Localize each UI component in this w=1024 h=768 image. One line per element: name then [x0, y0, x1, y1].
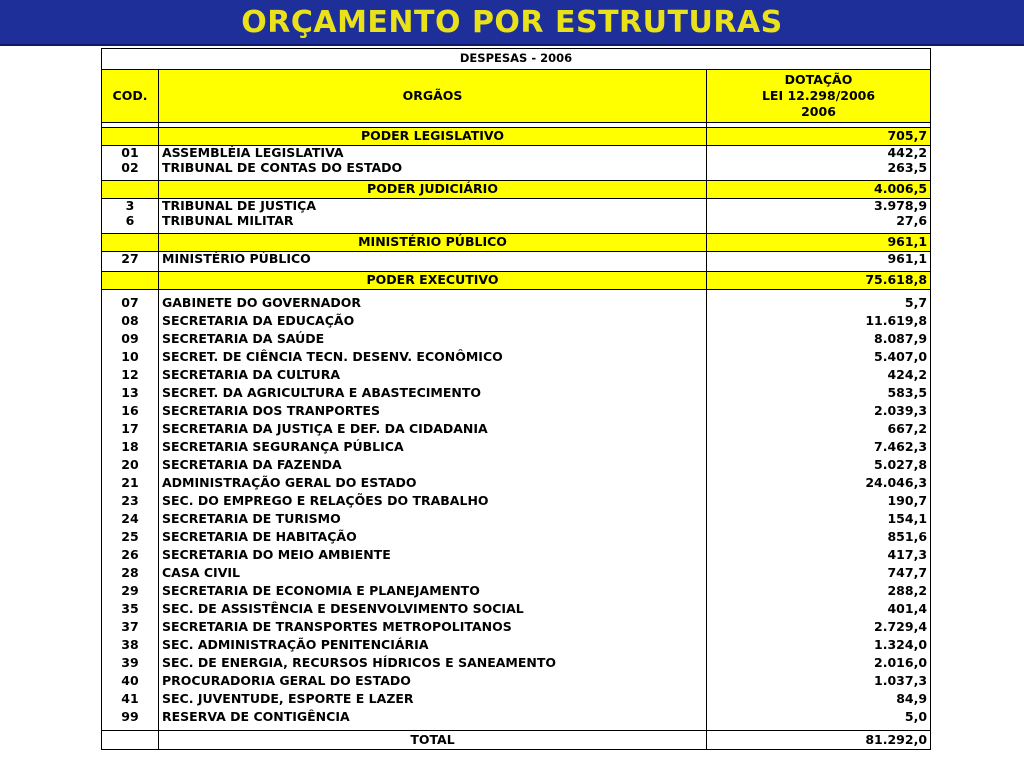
table-row: [102, 294, 931, 312]
table-row: [102, 330, 931, 348]
item-name: SECRETARIA DA SAÚDE: [159, 330, 707, 348]
group-row: [102, 181, 931, 199]
group-code-cell: [102, 272, 159, 290]
header-dotacao-line2: LEI 12.298/2006: [761, 88, 876, 103]
item-name: SECRET. DE CIÊNCIA TECN. DESENV. ECONÔMICO: [159, 348, 707, 366]
budget-sheet: [101, 48, 930, 750]
item-code: 12: [102, 366, 159, 384]
item-code: 41: [102, 690, 159, 708]
item-code: 01: [102, 146, 159, 162]
budget-table: [101, 48, 931, 750]
table-row: [102, 348, 931, 366]
item-value: 417,3: [707, 546, 931, 564]
caption-row: [102, 49, 931, 70]
item-name: SEC. DE ENERGIA, RECURSOS HÍDRICOS E SANEAMENTO: [159, 654, 707, 672]
table-row: [102, 546, 931, 564]
item-code: 17: [102, 420, 159, 438]
table-row: [102, 199, 931, 215]
header-orgaos: ORGÃOS: [159, 70, 707, 123]
item-value: 401,4: [707, 600, 931, 618]
item-name: TRIBUNAL MILITAR: [159, 214, 707, 229]
item-name: GABINETE DO GOVERNADOR: [159, 294, 707, 312]
total-code-cell: [102, 731, 159, 750]
item-code: 26: [102, 546, 159, 564]
item-code: 99: [102, 708, 159, 726]
item-name: MINISTÉRIO PÚBLICO: [159, 252, 707, 268]
total-value: 81.292,0: [707, 731, 931, 750]
item-code: 02: [102, 161, 159, 176]
item-value: 747,7: [707, 564, 931, 582]
item-code: 20: [102, 456, 159, 474]
page-title: ORÇAMENTO POR ESTRUTURAS: [241, 4, 783, 40]
item-value: 442,2: [707, 146, 931, 162]
total-row: [102, 731, 931, 750]
item-value: 11.619,8: [707, 312, 931, 330]
item-code: 18: [102, 438, 159, 456]
item-value: 24.046,3: [707, 474, 931, 492]
item-name: SECRETARIA DA EDUCAÇÃO: [159, 312, 707, 330]
table-row: [102, 252, 931, 268]
header-dotacao-line1: DOTAÇÃO: [784, 72, 853, 87]
item-name: SECRETARIA SEGURANÇA PÚBLICA: [159, 438, 707, 456]
table-row: [102, 402, 931, 420]
item-value: 5,0: [707, 708, 931, 726]
group-total: 705,7: [707, 128, 931, 146]
group-name: MINISTÉRIO PÚBLICO: [159, 234, 707, 252]
table-row: [102, 438, 931, 456]
item-name: SEC. DO EMPREGO E RELAÇÕES DO TRABALHO: [159, 492, 707, 510]
group-row: [102, 128, 931, 146]
item-value: 5.407,0: [707, 348, 931, 366]
header-dotacao-line3: 2006: [801, 104, 836, 119]
item-value: 961,1: [707, 252, 931, 268]
item-name: ADMINISTRAÇÃO GERAL DO ESTADO: [159, 474, 707, 492]
item-value: 1.324,0: [707, 636, 931, 654]
table-row: [102, 420, 931, 438]
item-name: SECRETARIA DE ECONOMIA E PLANEJAMENTO: [159, 582, 707, 600]
item-value: 8.087,9: [707, 330, 931, 348]
item-value: 5,7: [707, 294, 931, 312]
table-row: [102, 214, 931, 229]
item-code: 37: [102, 618, 159, 636]
group-name: PODER EXECUTIVO: [159, 272, 707, 290]
group-code-cell: [102, 128, 159, 146]
item-value: 667,2: [707, 420, 931, 438]
item-value: 263,5: [707, 161, 931, 176]
item-value: 27,6: [707, 214, 931, 229]
item-name: SEC. JUVENTUDE, ESPORTE E LAZER: [159, 690, 707, 708]
item-value: 5.027,8: [707, 456, 931, 474]
item-value: 2.729,4: [707, 618, 931, 636]
item-code: 13: [102, 384, 159, 402]
item-name: SECRETARIA DA CULTURA: [159, 366, 707, 384]
group-row: [102, 234, 931, 252]
item-value: 2.039,3: [707, 402, 931, 420]
item-code: 09: [102, 330, 159, 348]
table-row: [102, 492, 931, 510]
group-code-cell: [102, 181, 159, 199]
group-total: 75.618,8: [707, 272, 931, 290]
item-code: 25: [102, 528, 159, 546]
item-name: SECRETARIA DE TRANSPORTES METROPOLITANOS: [159, 618, 707, 636]
item-code: 29: [102, 582, 159, 600]
item-name: SECRETARIA DA JUSTIÇA E DEF. DA CIDADANIA: [159, 420, 707, 438]
table-row: [102, 528, 931, 546]
item-code: 28: [102, 564, 159, 582]
item-value: 851,6: [707, 528, 931, 546]
item-name: SECRETARIA DE TURISMO: [159, 510, 707, 528]
total-label: TOTAL: [159, 731, 707, 750]
item-name: ASSEMBLÉIA LEGISLATIVA: [159, 146, 707, 162]
title-bar: [0, 0, 1024, 46]
item-code: 08: [102, 312, 159, 330]
group-name: PODER JUDICIÁRIO: [159, 181, 707, 199]
item-value: 84,9: [707, 690, 931, 708]
item-code: 21: [102, 474, 159, 492]
item-name: SECRETARIA DO MEIO AMBIENTE: [159, 546, 707, 564]
table-caption: DESPESAS - 2006: [102, 49, 931, 70]
table-row: [102, 312, 931, 330]
table-row: [102, 672, 931, 690]
table-row: [102, 564, 931, 582]
item-code: 38: [102, 636, 159, 654]
item-name: SECRET. DA AGRICULTURA E ABASTECIMENTO: [159, 384, 707, 402]
item-value: 288,2: [707, 582, 931, 600]
item-code: 35: [102, 600, 159, 618]
item-code: 27: [102, 252, 159, 268]
item-name: CASA CIVIL: [159, 564, 707, 582]
item-code: 16: [102, 402, 159, 420]
item-code: 24: [102, 510, 159, 528]
table-row: [102, 510, 931, 528]
item-value: 424,2: [707, 366, 931, 384]
item-value: 1.037,3: [707, 672, 931, 690]
table-row: [102, 474, 931, 492]
item-name: SEC. ADMINISTRAÇÃO PENITENCIÁRIA: [159, 636, 707, 654]
header-code: COD.: [102, 70, 159, 123]
item-code: 6: [102, 214, 159, 229]
table-row: [102, 690, 931, 708]
table-row: [102, 582, 931, 600]
item-value: 3.978,9: [707, 199, 931, 215]
table-row: [102, 636, 931, 654]
table-row: [102, 456, 931, 474]
item-name: TRIBUNAL DE JUSTIÇA: [159, 199, 707, 215]
group-name: PODER LEGISLATIVO: [159, 128, 707, 146]
item-code: 10: [102, 348, 159, 366]
header-dotacao: [707, 70, 931, 123]
table-row: [102, 618, 931, 636]
item-value: 154,1: [707, 510, 931, 528]
item-name: RESERVA DE CONTIGÊNCIA: [159, 708, 707, 726]
item-code: 07: [102, 294, 159, 312]
item-code: 39: [102, 654, 159, 672]
item-name: SECRETARIA DE HABITAÇÃO: [159, 528, 707, 546]
item-value: 583,5: [707, 384, 931, 402]
item-name: PROCURADORIA GERAL DO ESTADO: [159, 672, 707, 690]
item-code: 3: [102, 199, 159, 215]
group-total: 961,1: [707, 234, 931, 252]
group-code-cell: [102, 234, 159, 252]
item-name: TRIBUNAL DE CONTAS DO ESTADO: [159, 161, 707, 176]
group-total: 4.006,5: [707, 181, 931, 199]
item-name: SEC. DE ASSISTÊNCIA E DESENVOLVIMENTO SOCIAL: [159, 600, 707, 618]
item-name: SECRETARIA DA FAZENDA: [159, 456, 707, 474]
item-value: 7.462,3: [707, 438, 931, 456]
table-row: [102, 384, 931, 402]
header-row: [102, 70, 931, 123]
item-value: 2.016,0: [707, 654, 931, 672]
item-name: SECRETARIA DOS TRANPORTES: [159, 402, 707, 420]
group-row: [102, 272, 931, 290]
table-row: [102, 161, 931, 176]
table-row: [102, 146, 931, 162]
item-code: 23: [102, 492, 159, 510]
item-value: 190,7: [707, 492, 931, 510]
item-code: 40: [102, 672, 159, 690]
table-row: [102, 708, 931, 726]
table-row: [102, 366, 931, 384]
table-row: [102, 600, 931, 618]
table-row: [102, 654, 931, 672]
